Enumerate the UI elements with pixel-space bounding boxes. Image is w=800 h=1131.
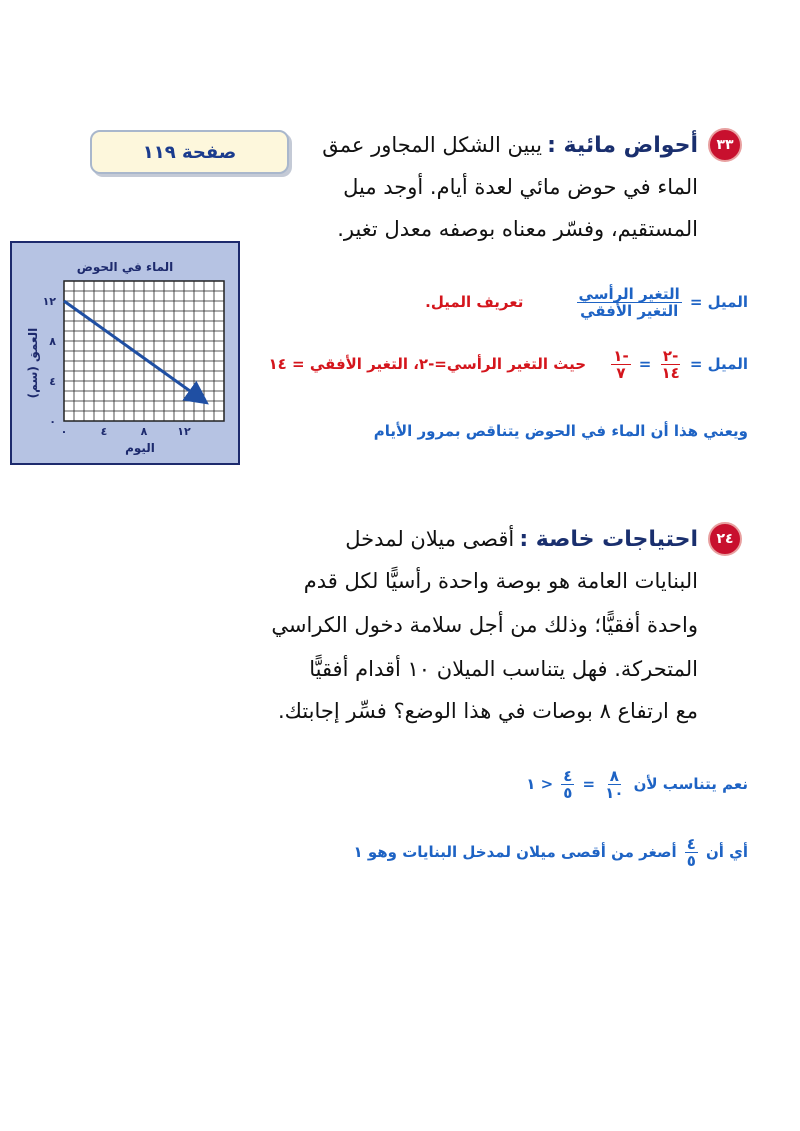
problem-33-number: ٣٣ — [708, 128, 742, 162]
ratio-fraction-3 — [685, 836, 698, 869]
problem-33-line3: المستقيم، وفسّر معناه بوصفه معدل تغير. — [337, 217, 698, 241]
graph-title: الماء في الحوض — [76, 260, 174, 274]
solution-34-row-2 — [288, 836, 748, 869]
ratio-fraction-2 — [561, 768, 574, 801]
solution-34-conclusion: أصغر من أقصى ميلان لمدخل البنايات وهو ١ — [353, 843, 677, 861]
fraction-1-denominator: ١٤ — [661, 364, 680, 382]
problem-34-title: احتياجات خاصة : — [519, 527, 698, 552]
slope-denominator: التغير الأفقي — [580, 302, 679, 320]
fraction-2-numerator: -١ — [613, 347, 629, 365]
y-tick-label: ٨ — [49, 335, 56, 348]
equals-sign: = — [638, 355, 652, 373]
ratio-1-numerator: ٨ — [609, 767, 619, 785]
water-depth-graph — [10, 241, 240, 465]
problem-33-line2: الماء في حوض مائي لعدة أيام. أوجد ميل — [343, 175, 698, 199]
slope-numerator: التغير الرأسي — [578, 285, 680, 303]
fraction-2-denominator: ٧ — [616, 364, 626, 382]
problem-34-number: ٢٤ — [708, 522, 742, 556]
slope-definition-fraction — [577, 286, 682, 319]
x-tick-label: ٤ — [100, 425, 108, 438]
solution-34-prefix: أي أن — [705, 843, 748, 861]
slope-fraction-2 — [611, 348, 630, 381]
less-than-one: < ١ — [526, 775, 554, 793]
ratio-3-numerator: ٤ — [686, 835, 696, 853]
problem-34-line3: واحدة أفقيًّا؛ وذلك من أجل سلامة دخول الكراسي — [271, 613, 698, 637]
slope-fraction-1 — [659, 348, 681, 381]
slope-meaning: ويعني هذا أن الماء في الحوض يتناقص بمرور الأيام — [373, 422, 748, 440]
problem-34-line4: المتحركة. فهل يتناسب الميلان ١٠ أقدام أفقيًّا — [309, 657, 698, 681]
problem-33-title: أحواض مائية : — [547, 133, 698, 158]
graph-svg — [12, 243, 238, 463]
ratio-fraction-1 — [603, 768, 625, 801]
y-tick-label: ١٢ — [42, 295, 56, 308]
ratio-2-numerator: ٤ — [563, 767, 573, 785]
y-tick-label: ٤ — [49, 375, 56, 388]
graph-ylabel: العمق (سم) — [26, 327, 40, 399]
page-reference-box: صفحة ١١٩ — [90, 130, 289, 174]
ratio-equals: = — [582, 775, 596, 793]
y-tick-label: ٠ — [49, 415, 56, 428]
problem-34-first-line — [278, 518, 698, 560]
solution-34-yes: نعم يتناسب لأن — [633, 775, 748, 793]
problem-34-line5: مع ارتفاع ٨ بوصات في هذا الوضع؟ فسِّر إجابتك. — [277, 699, 698, 723]
slope-where-note: حيث التغير الرأسي=-٢، التغير الأفقي = ١٤ — [268, 355, 587, 373]
problem-33-line1: يبين الشكل المجاور عمق — [322, 133, 542, 157]
slope-label-2: الميل = — [689, 355, 748, 373]
problem-33-first-line — [278, 124, 698, 166]
problem-34-line1: أقصى ميلان لمدخل — [345, 527, 515, 551]
slope-label: الميل = — [689, 293, 748, 311]
x-tick-label: ٠ — [60, 425, 68, 438]
x-tick-label: ٨ — [140, 425, 148, 438]
fraction-1-numerator: -٢ — [662, 347, 679, 365]
ratio-1-denominator: ١٠ — [605, 784, 624, 802]
graph-xlabel: اليوم — [125, 441, 155, 455]
ratio-3-denominator: ٥ — [686, 852, 696, 870]
problem-34-line2: البنايات العامة هو بوصة واحدة رأسيًّا لكل قدم — [303, 569, 698, 593]
ratio-2-denominator: ٥ — [563, 784, 573, 802]
solution-34-row-1 — [448, 768, 748, 801]
slope-definition-row — [328, 286, 748, 319]
slope-calc-row — [208, 348, 748, 381]
x-tick-label: ١٢ — [177, 425, 191, 438]
slope-definition-note: تعريف الميل. — [425, 293, 524, 311]
